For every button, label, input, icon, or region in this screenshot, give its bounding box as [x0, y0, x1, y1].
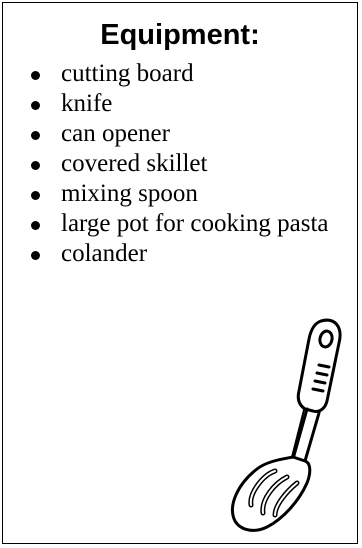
bullet-icon	[31, 71, 40, 80]
bullet-icon	[31, 131, 40, 140]
list-item-text: covered skillet	[61, 150, 208, 177]
bullet-icon	[31, 101, 40, 110]
list-item	[27, 209, 347, 239]
bullet-icon	[31, 221, 40, 230]
list-item	[27, 89, 347, 119]
list-item	[27, 239, 347, 269]
list-item-text: knife	[61, 90, 113, 117]
list-item-text: cutting board	[61, 60, 194, 87]
list-item-text: colander	[61, 240, 148, 267]
equipment-heading: Equipment:	[100, 19, 260, 51]
list-item	[27, 59, 347, 89]
equipment-list	[27, 59, 347, 269]
list-item-text: large pot for cooking pasta	[61, 210, 329, 237]
list-item	[27, 149, 347, 179]
bullet-icon	[31, 251, 40, 260]
bullet-icon	[31, 191, 40, 200]
equipment-card	[2, 2, 358, 544]
list-item-text: mixing spoon	[61, 180, 198, 207]
list-item	[27, 179, 347, 209]
list-item	[27, 119, 347, 149]
list-item-text: can opener	[61, 120, 170, 147]
bullet-icon	[31, 161, 40, 170]
spatula-icon	[209, 309, 359, 539]
